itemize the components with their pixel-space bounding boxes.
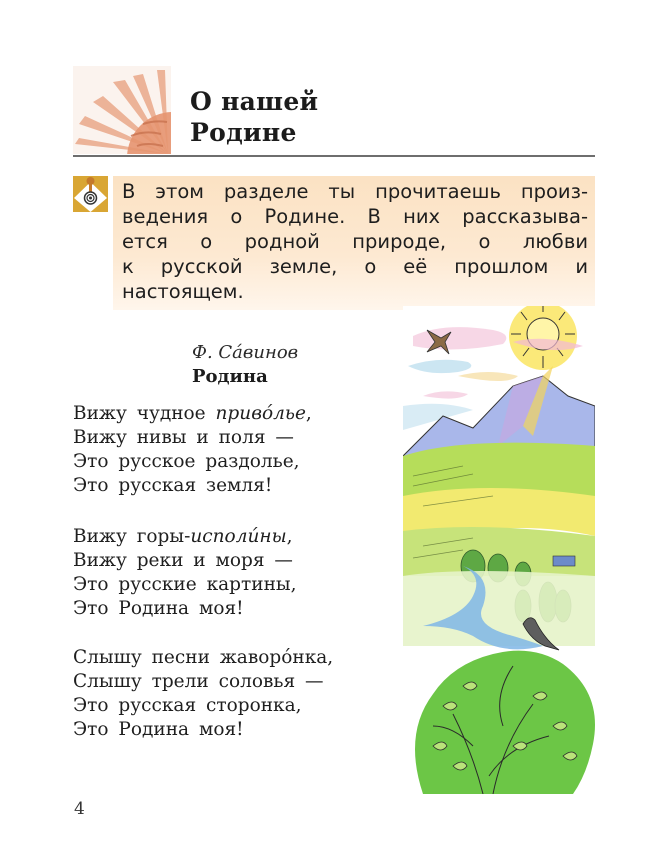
glossary-word: исполи́ны xyxy=(190,526,287,547)
intro-line: настоящем. xyxy=(122,280,244,303)
poem-author: Ф. Са́винов xyxy=(192,342,299,363)
intro-line: ется о родной природе, о любви xyxy=(122,230,588,253)
intro-text xyxy=(122,179,588,304)
poem-line: Это русская сторонка, xyxy=(73,695,302,716)
poem-line: Вижу нивы и поля — xyxy=(73,427,294,448)
poem-line: Это русская земля! xyxy=(73,475,273,496)
glossary-word: приво́лье xyxy=(215,403,306,424)
intro-line: ведения о Родине. В них рассказыва- xyxy=(122,205,588,228)
poem-line: Вижу чудное приво́лье, xyxy=(73,403,312,424)
poem-line: Вижу горы-исполи́ны, xyxy=(73,526,293,547)
poem-line: Слышу песни жаворо́нка, xyxy=(73,647,334,668)
stanza-3 xyxy=(73,646,333,742)
poem-line: Это Родина моя! xyxy=(73,719,244,740)
poem-line: Слышу трели соловья — xyxy=(73,671,324,692)
poem-line: Это русское раздолье, xyxy=(73,451,300,472)
intro-line: к русской земле, о её прошлом и xyxy=(122,255,588,278)
section-title xyxy=(190,86,318,148)
sun-rays-icon xyxy=(73,66,171,154)
title-line-2: Родине xyxy=(190,118,297,147)
poem-title: Родина xyxy=(192,366,268,387)
page-number: 4 xyxy=(74,799,85,819)
poem-line: Это Родина моя! xyxy=(73,598,244,619)
title-line-1: О нашей xyxy=(190,87,319,116)
poem-line: Вижу реки и моря — xyxy=(73,550,293,571)
header-divider xyxy=(73,155,595,157)
intro-line: В этом разделе ты прочитаешь произ- xyxy=(122,180,588,203)
compass-diamond-icon xyxy=(73,176,108,212)
poem-line: Это русские картины, xyxy=(73,574,297,595)
stanza-1 xyxy=(73,402,312,498)
stanza-2 xyxy=(73,525,297,621)
landscape-illustration xyxy=(403,306,595,794)
